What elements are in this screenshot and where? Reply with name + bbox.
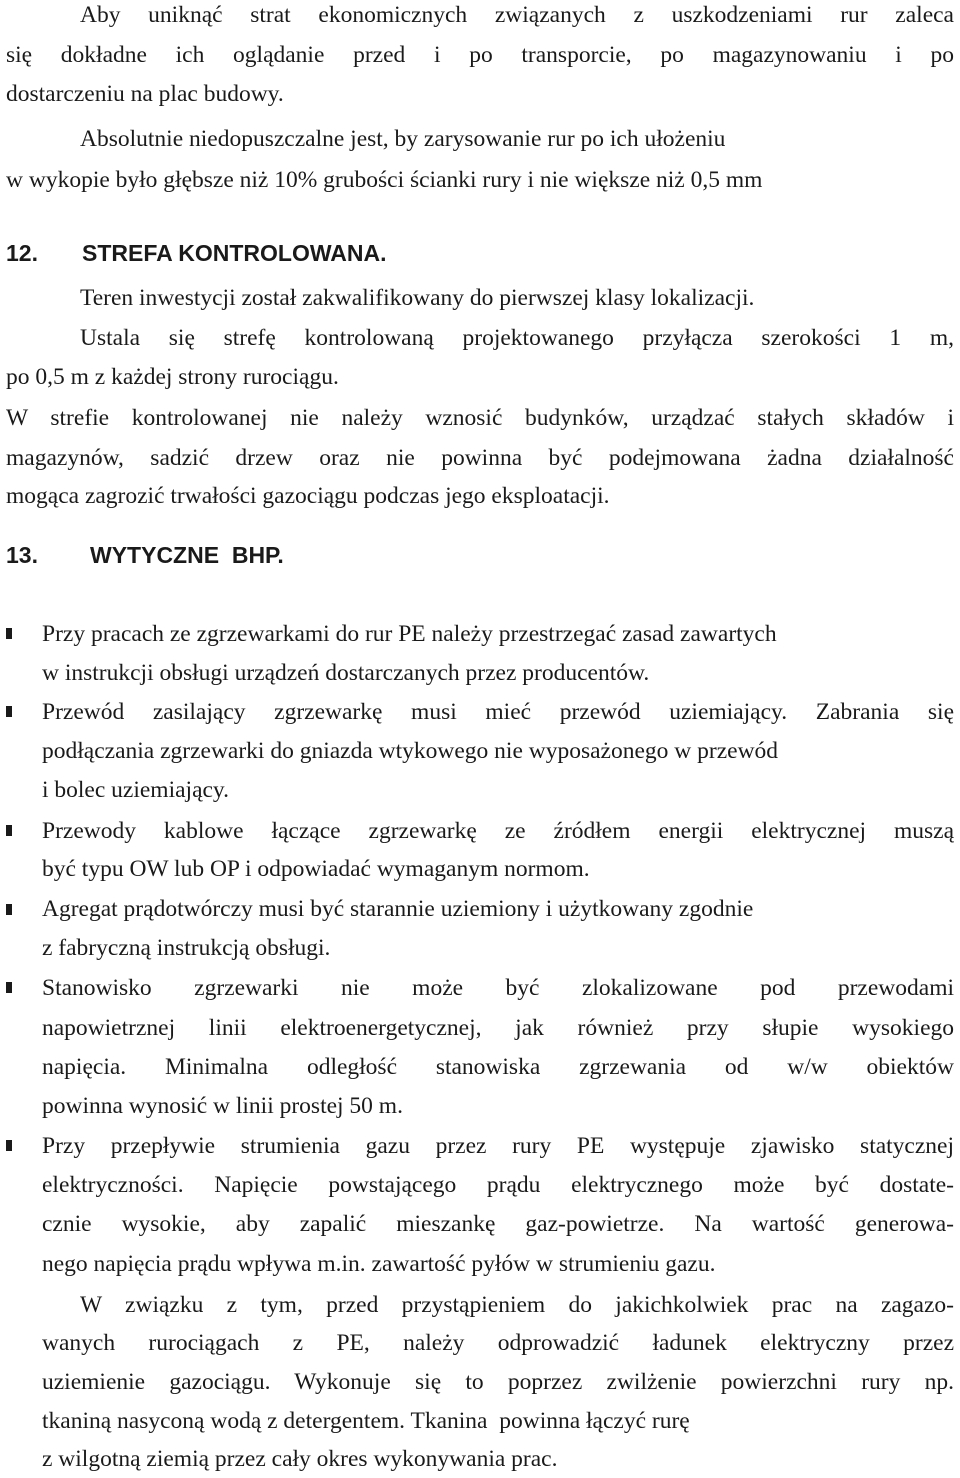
bullet-line: cznie wysokie, aby zapalić mieszankę gaz-powietrze. Na wartość generowa- xyxy=(42,1211,954,1237)
section-12-title: STREFA KONTROLOWANA. xyxy=(82,240,387,266)
bullet-line: Przy pracach ze zgrzewarkami do rur PE należy przestrzegać zasad zawartych xyxy=(42,621,777,647)
bullet-marker xyxy=(6,1140,12,1151)
closing-line: wanych rurociągach z PE, należy odprowadzić ładunek elektryczny przez xyxy=(42,1330,954,1356)
closing-line: tkaniną nasyconą wodą z detergentem. Tkanina powinna łączyć rurę xyxy=(42,1408,690,1434)
bullet-line: być typu OW lub OP i odpowiadać wymaganym normom. xyxy=(42,856,590,882)
bullet-line: nego napięcia prądu wpływa m.in. zawartość pyłów w strumieniu gazu. xyxy=(42,1251,716,1277)
section-12-line: Ustala się strefę kontrolowaną projektowanego przyłącza szerokości 1 m, xyxy=(80,325,954,351)
bullet-marker xyxy=(6,706,12,717)
bullet-marker xyxy=(6,904,12,915)
closing-line: W związku z tym, przed przystąpieniem do jakichkolwiek prac na zagazo- xyxy=(80,1292,954,1318)
section-13-number: 13. xyxy=(6,542,38,568)
intro-line: Absolutnie niedopuszczalne jest, by zarysowanie rur po ich ułożeniu xyxy=(80,126,726,152)
bullet-line: podłączania zgrzewarki do gniazda wtykowego nie wyposażonego w przewód xyxy=(42,738,779,764)
intro-line: się dokładne ich oglądanie przed i po transporcie, po magazynowaniu i po xyxy=(6,42,954,68)
bullet-marker xyxy=(6,982,12,993)
bullet-line: powinna wynosić w linii prostej 50 m. xyxy=(42,1093,403,1119)
closing-line: z wilgotną ziemią przez cały okres wykonywania prac. xyxy=(42,1446,558,1472)
bullet-line: Przewody kablowe łączące zgrzewarkę ze źródłem energii elektrycznej muszą xyxy=(42,818,954,844)
bullet-line: Stanowisko zgrzewarki nie może być zlokalizowane pod przewodami xyxy=(42,975,954,1001)
bullet-line: napięcia. Minimalna odległość stanowiska zgrzewania od w/w obiektów xyxy=(42,1054,954,1080)
section-12-number: 12. xyxy=(6,240,38,266)
section-13-title: WYTYCZNE BHP. xyxy=(90,542,284,568)
bullet-line: Agregat prądotwórczy musi być starannie uziemiony i użytkowany zgodnie xyxy=(42,896,754,922)
section-12-line: Teren inwestycji został zakwalifikowany do pierwszej klasy lokalizacji. xyxy=(80,285,755,311)
intro-line: Aby uniknąć strat ekonomicznych związanych z uszkodzeniami rur zaleca xyxy=(80,2,954,28)
bullet-line: z fabryczną instrukcją obsługi. xyxy=(42,935,331,961)
section-12-line: magazynów, sadzić drzew oraz nie powinna być podejmowana żadna działalność xyxy=(6,445,954,471)
bullet-line: napowietrznej linii elektroenergetycznej, jak również przy słupie wysokiego xyxy=(42,1015,954,1041)
bullet-marker xyxy=(6,628,12,639)
section-13-heading xyxy=(6,540,506,570)
closing-line: uziemienie gazociągu. Wykonuje się to poprzez zwilżenie powierzchni rury np. xyxy=(42,1369,954,1395)
bullet-line: elektryczności. Napięcie powstającego prądu elektrycznego może być dostate- xyxy=(42,1172,954,1198)
section-12-heading xyxy=(6,238,506,268)
section-12-line: W strefie kontrolowanej nie należy wznosić budynków, urządzać stałych składów i xyxy=(6,405,954,431)
intro-line: w wykopie było głębsze niż 10% grubości ścianki rury i nie większe niż 0,5 mm xyxy=(6,167,763,193)
intro-line: dostarczeniu na plac budowy. xyxy=(6,81,284,107)
bullet-line: i bolec uziemiający. xyxy=(42,777,230,803)
bullet-line: Przewód zasilający zgrzewarkę musi mieć przewód uziemiający. Zabrania się xyxy=(42,699,954,725)
section-12-line: po 0,5 m z każdej strony rurociągu. xyxy=(6,364,339,390)
bullet-marker xyxy=(6,825,12,836)
bullet-line: w instrukcji obsługi urządzeń dostarczanych przez producentów. xyxy=(42,660,650,686)
section-12-line: mogąca zagrozić trwałości gazociągu podczas jego eksploatacji. xyxy=(6,483,610,509)
bullet-line: Przy przepływie strumienia gazu przez rury PE występuje zjawisko statycznej xyxy=(42,1133,954,1159)
